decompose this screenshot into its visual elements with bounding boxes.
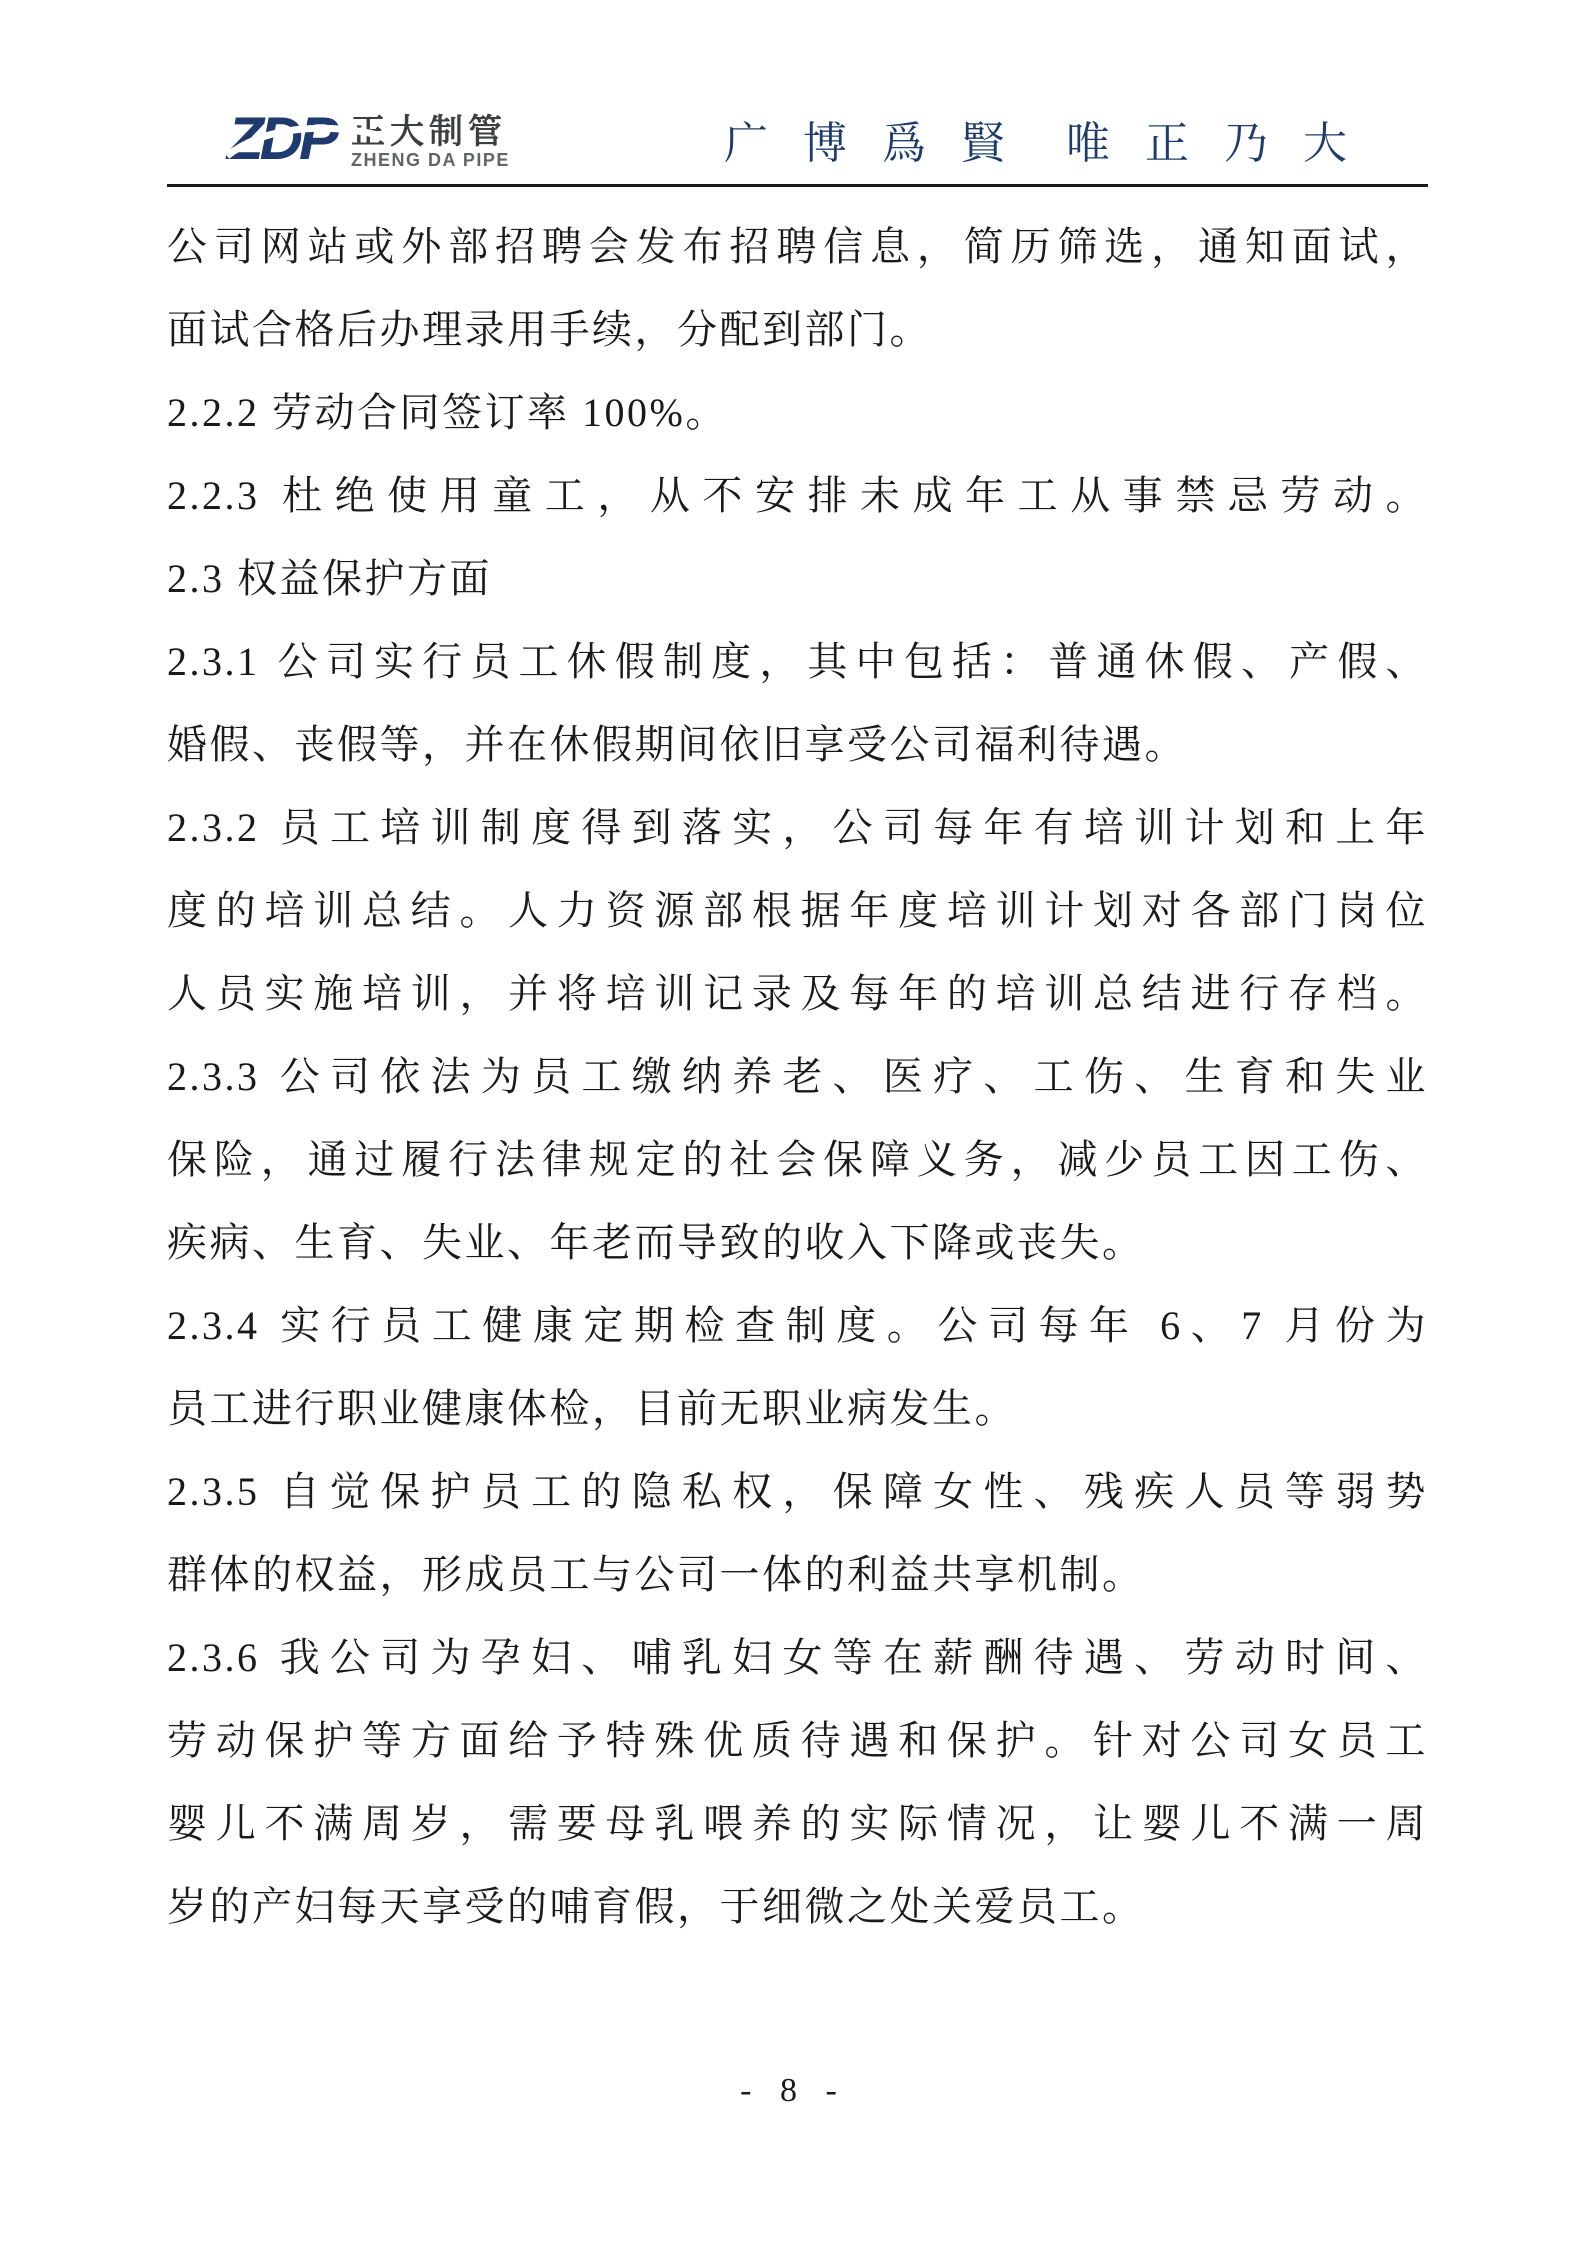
body-line: 公司网站或外部招聘会发布招聘信息，简历筛选，通知面试， xyxy=(167,224,1428,269)
company-slogan xyxy=(724,120,1359,168)
page-number: - 8 - xyxy=(740,2072,847,2109)
page-footer xyxy=(0,2072,1587,2110)
body-line: 保险，通过履行法律规定的社会保障义务，减少员工因工伤、 xyxy=(167,1137,1428,1182)
body-line: 人员实施培训，并将培训记录及每年的培训总结进行存档。 xyxy=(167,971,1428,1016)
body-line: 2.3.5 自觉保护员工的隐私权，保障女性、残疾人员等弱势 xyxy=(167,1469,1428,1514)
slogan-part-1: 广 博 爲 賢 xyxy=(724,119,1017,168)
company-names xyxy=(351,114,510,170)
zdp-logo-mark xyxy=(227,105,335,172)
body-line: 劳动保护等方面给予特殊优质待遇和保护。针对公司女员工 xyxy=(167,1718,1428,1763)
company-logo xyxy=(227,105,510,172)
body-line: 2.3.3 公司依法为员工缴纳养老、医疗、工伤、生育和失业 xyxy=(167,1054,1428,1099)
body-line: 度的培训总结。人力资源部根据年度培训计划对各部门岗位 xyxy=(167,888,1428,933)
header-divider xyxy=(167,184,1428,187)
body-line: 2.3.2 员工培训制度得到落实，公司每年有培训计划和上年 xyxy=(167,805,1428,850)
slogan-part-2: 唯 正 乃 大 xyxy=(1066,119,1359,168)
body-line: 2.2.2 劳动合同签订率 100%。 xyxy=(167,390,728,435)
body-line: 面试合格后办理录用手续，分配到部门。 xyxy=(167,307,932,352)
body-line: 婚假、丧假等，并在休假期间依旧享受公司福利待遇。 xyxy=(167,722,1187,767)
body-line: 2.3 权益保护方面 xyxy=(167,556,492,601)
zdp-logo-text: ZDP xyxy=(227,105,335,172)
body-line: 2.2.3 杜绝使用童工，从不安排未成年工从事禁忌劳动。 xyxy=(167,473,1428,518)
document-body xyxy=(167,205,1428,1948)
company-name-cn: 正大制管 xyxy=(351,113,507,151)
body-line: 2.3.1 公司实行员工休假制度，其中包括：普通休假、产假、 xyxy=(167,639,1428,684)
body-line: 2.3.6 我公司为孕妇、哺乳妇女等在薪酬待遇、劳动时间、 xyxy=(167,1635,1428,1680)
body-line: 岁的产妇每天享受的哺育假，于细微之处关爱员工。 xyxy=(167,1884,1145,1929)
body-line: 2.3.4 实行员工健康定期检查制度。公司每年 6、7 月份为 xyxy=(167,1303,1428,1348)
body-line: 员工进行职业健康体检，目前无职业病发生。 xyxy=(167,1386,1017,1431)
company-name-en: ZHENG DA PIPE xyxy=(351,150,510,170)
body-line: 群体的权益，形成员工与公司一体的利益共享机制。 xyxy=(167,1552,1145,1597)
body-lines xyxy=(167,205,1428,1948)
body-line: 疾病、生育、失业、年老而导致的收入下降或丧失。 xyxy=(167,1220,1145,1265)
body-line: 婴儿不满周岁，需要母乳喂养的实际情况，让婴儿不满一周 xyxy=(167,1801,1428,1846)
